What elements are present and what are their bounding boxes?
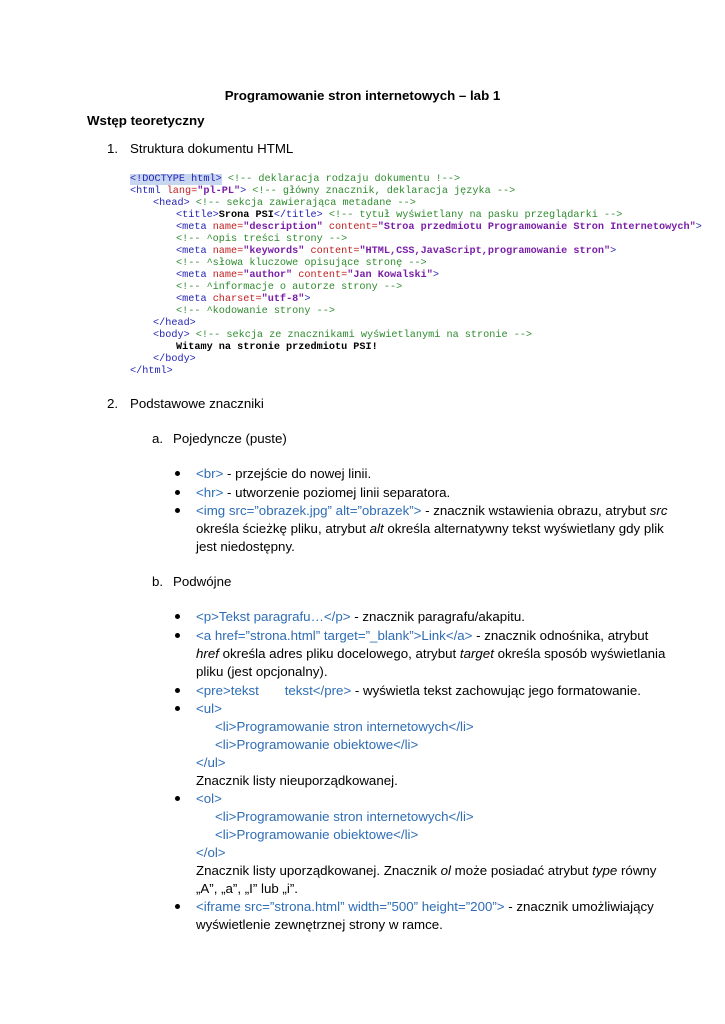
code-value: "Jan Kowalski": [347, 270, 433, 281]
ul-open-tag: <ul>: [196, 701, 222, 716]
code-tag: </body>: [153, 354, 196, 365]
list-item-br: [196, 465, 371, 483]
attr-name: alt: [369, 521, 384, 536]
bullet-icon: [175, 796, 180, 801]
list-item-p: [196, 608, 525, 626]
tag-description: - znacznik paragrafu/akapitu.: [350, 609, 525, 624]
code-tag: >: [304, 294, 311, 305]
attr-name: target: [459, 646, 494, 661]
bullet-icon: [175, 688, 180, 693]
code-line-4: [176, 210, 622, 222]
attr-name: href: [196, 646, 219, 661]
code-line-10: [176, 282, 402, 294]
subsection-b-number: b.: [152, 574, 164, 589]
bullet-icon: [175, 706, 180, 711]
code-line-16: [153, 354, 196, 366]
code-comment: <!-- sekcja zawierająca metadane -->: [189, 198, 416, 209]
code-tag: >: [695, 222, 702, 233]
code-tag: <head>: [153, 198, 190, 209]
code-value: "author": [243, 270, 293, 281]
code-line-5: [176, 222, 702, 234]
code-tag: </head>: [153, 318, 196, 329]
tag-description: - znacznik wstawienia obrazu, atrybut: [421, 503, 650, 518]
code-line-17: [130, 366, 173, 378]
code-comment: <!-- sekcja ze znacznikami wyświetlanymi na stronie -->: [189, 330, 533, 341]
code-attr: name=: [206, 246, 244, 257]
code-attr: content=: [292, 270, 348, 281]
code-value: "HTML,CSS,JavaScript,programowanie stron": [359, 246, 611, 257]
attr-name: src: [649, 503, 668, 518]
bullet-icon: [175, 633, 180, 638]
code-tag: <meta: [176, 222, 207, 233]
ol-description: [196, 862, 656, 880]
tag-description: określa ścieżkę pliku, atrybut: [196, 521, 370, 536]
attr-name: type: [592, 863, 618, 878]
tag-description: może posiadać atrybut: [450, 863, 593, 878]
ul-li-2: <li>Programowanie obiektowe</li>: [215, 737, 419, 752]
code-tag: <html: [130, 186, 161, 197]
list-item-a-cont2: pliku (jest opcjonalny).: [196, 664, 328, 679]
code-comment: <!-- ^kodowanie strony -->: [176, 306, 335, 317]
list-item-img-cont2: jest niedostępny.: [196, 539, 295, 554]
code-comment: <!-- ^informacje o autorze strony -->: [176, 282, 403, 293]
subsection-b-heading: Podwójne: [173, 574, 232, 589]
code-attr: lang=: [160, 186, 198, 197]
tag-code: <a href=”strona.html” target=”_blank”>Link</a>: [196, 628, 473, 643]
subsection-a-number: a.: [152, 431, 164, 446]
bullet-icon: [175, 490, 180, 495]
code-line-1: [130, 174, 460, 186]
code-value: "Stroa przedmiotu Programowanie Stron Internetowych": [377, 222, 696, 233]
bullet-icon: [175, 614, 180, 619]
code-value: "description": [243, 222, 323, 233]
ol-description-cont: „A”, „a”, „I” lub „i”.: [196, 881, 298, 896]
intro-heading: Wstęp teoretyczny: [87, 113, 205, 128]
tag-code: <hr>: [196, 485, 224, 500]
bullet-icon: [175, 904, 180, 909]
code-line-7: [176, 246, 616, 258]
tag-description: równy: [617, 863, 657, 878]
code-comment: <!-- deklaracja rodzaju dokumentu !-->: [227, 174, 461, 185]
ol-close-tag: </ol>: [196, 845, 226, 860]
tag-code: <img src=”obrazek.jpg” alt=”obrazek”>: [196, 503, 422, 518]
section2-heading: Podstawowe znaczniki: [130, 396, 264, 411]
code-tag: >: [610, 246, 617, 257]
tag-description: - utworzenie poziomej linii separatora.: [223, 485, 451, 500]
code-comment: <!-- tytuł wyświetlany na pasku przeglądarki -->: [322, 210, 623, 221]
code-line-13: [153, 318, 196, 330]
page-title: Programowanie stron internetowych – lab 1: [224, 88, 501, 103]
list-item-hr: [196, 484, 450, 502]
list-item-a-cont: [196, 645, 665, 663]
list-item-img-cont: [196, 520, 664, 538]
code-line-11: [176, 294, 311, 306]
ul-li-1: <li>Programowanie stron internetowych</li>: [215, 719, 474, 734]
code-line-8: [176, 258, 427, 270]
list-item-iframe: [196, 898, 654, 916]
subsection-a-heading: Pojedyncze (puste): [173, 431, 287, 446]
attr-name: ol: [440, 863, 451, 878]
tag-description: określa sposób wyświetlania: [493, 646, 666, 661]
code-line-2: [130, 186, 515, 198]
tag-description: - znacznik odnośnika, atrybut: [472, 628, 649, 643]
section1-heading: Struktura dokumentu HTML: [130, 141, 294, 156]
code-tag: </title>: [273, 210, 323, 221]
code-comment: <!-- główny znacznik, deklaracja języka -->: [246, 186, 516, 197]
code-attr: content=: [322, 222, 378, 233]
code-value: "keywords": [243, 246, 305, 257]
code-attr: charset=: [206, 294, 262, 305]
code-line-6: [176, 234, 347, 246]
code-line-14: [153, 330, 532, 342]
code-line-9: [176, 270, 439, 282]
doctype-token: <!DOCTYPE html>: [130, 174, 222, 185]
list-item-a: [196, 627, 648, 645]
section2-number: 2.: [107, 396, 119, 411]
code-comment: <!-- ^słowa kluczowe opisujące stronę -->: [176, 258, 427, 269]
code-value: "pl-PL": [197, 186, 241, 197]
code-line-15: [176, 342, 378, 354]
code-tag: <meta: [176, 294, 207, 305]
code-tag: <meta: [176, 270, 207, 281]
tag-code: <iframe src=”strona.html” width=”500” height=”200”>: [196, 899, 505, 914]
code-tag: </html>: [130, 366, 173, 377]
code-tag: >: [432, 270, 439, 281]
code-line-3: [153, 198, 416, 210]
tag-description: - przejście do nowej linii.: [223, 466, 372, 481]
tag-description: - znacznik umożliwiający: [504, 899, 654, 914]
code-text: Witamy na stronie przedmiotu PSI!: [176, 342, 378, 353]
ul-close-tag: </ul>: [196, 755, 226, 770]
code-line-12: [176, 306, 335, 318]
tag-code: <p>Tekst paragrafu…</p>: [196, 609, 351, 624]
ol-open-tag: <ol>: [196, 791, 222, 806]
tag-description: Znacznik listy uporządkowanej. Znacznik: [196, 863, 441, 878]
tag-description: - wyświetla tekst zachowując jego formatowanie.: [351, 683, 641, 698]
code-attr: name=: [206, 222, 244, 233]
bullet-icon: [175, 471, 180, 476]
code-tag: <meta: [176, 246, 207, 257]
list-item-img: [196, 502, 668, 520]
section1-number: 1.: [107, 141, 119, 156]
ul-description: Znacznik listy nieuporządkowanej.: [196, 773, 398, 788]
ol-li-2: <li>Programowanie obiektowe</li>: [215, 827, 419, 842]
tag-description: określa adres pliku docelowego, atrybut: [218, 646, 460, 661]
code-comment: <!-- ^opis treści strony -->: [176, 234, 348, 245]
code-tag: <title>: [176, 210, 219, 221]
tag-code: <pre>tekst tekst</pre>: [196, 683, 352, 698]
code-value: "utf-8": [261, 294, 305, 305]
code-tag: >: [240, 186, 247, 197]
code-attr: content=: [304, 246, 360, 257]
code-tag: <body>: [153, 330, 190, 341]
tag-code: <br>: [196, 466, 224, 481]
code-attr: name=: [206, 270, 244, 281]
list-item-pre: [196, 682, 641, 700]
list-item-iframe-cont: wyświetlenie zewnętrznej strony w ramce.: [196, 917, 443, 932]
code-text: Srona PSI: [218, 210, 274, 221]
bullet-icon: [175, 508, 180, 513]
tag-description: określa alternatywny tekst wyświetlany gdy plik: [383, 521, 664, 536]
ol-li-1: <li>Programowanie stron internetowych</li>: [215, 809, 474, 824]
